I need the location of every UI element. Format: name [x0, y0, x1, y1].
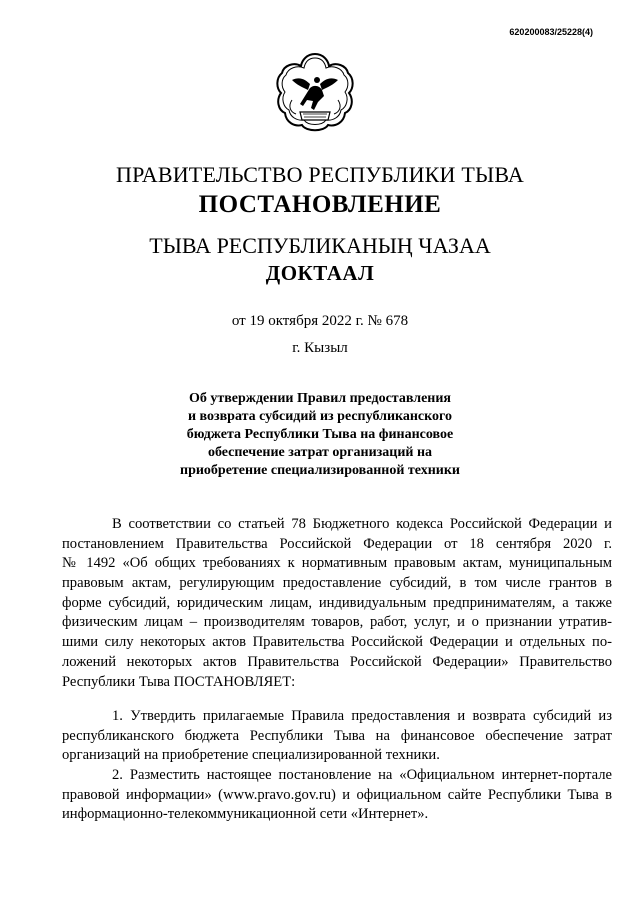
text-line: физическим лицам – производителям товаров, работ, услуг, и о признании утратив-: [62, 614, 612, 631]
text-line: 1. Утвердить прилагаемые Правила предоставления и возврата субсидий из: [112, 708, 612, 724]
government-title-ru: ПРАВИТЕЛЬСТВО РЕСПУБЛИКИ ТЫВА: [116, 162, 524, 187]
preamble-paragraph: [62, 515, 612, 692]
text-line: шими силу некоторых актов Правительства Российской Федерации и отдельных по-: [62, 634, 612, 651]
decree-title-tv: ДОКТААЛ: [265, 261, 375, 285]
document-number: 620200083/25228(4): [509, 27, 593, 37]
tuva-coat-of-arms-icon: [270, 50, 360, 145]
title-line: и возврата субсидий из республиканского: [187, 409, 453, 424]
decree-item-2: [62, 766, 612, 825]
government-title-tv: ТЫВА РЕСПУБЛИКАНЫҢ ЧАЗАА: [149, 233, 491, 258]
title-line: бюджета Республики Тыва на финансовое: [186, 427, 454, 442]
decree-title-ru: ПОСТАНОВЛЕНИЕ: [198, 191, 442, 218]
text-line: информационно-телекоммуникационной сети «Интернет».: [62, 806, 429, 823]
text-line: Республики Тыва ПОСТАНОВЛЯЕТ:: [62, 673, 296, 690]
title-line: Об утверждении Правил предоставления: [188, 391, 451, 406]
document-title: [160, 390, 480, 480]
text-line: ложений некоторых актов Правительства Российской Федерации» Правительство: [62, 653, 612, 670]
text-line: № 1492 «Об общих требованиях к нормативным правовым актам, муниципальным: [62, 555, 612, 572]
text-line: В соответствии со статьей 78 Бюджетного кодекса Российской Федерации и: [112, 516, 612, 532]
decree-city: г. Кызыл: [292, 340, 348, 356]
text-line: правовым актам, регулирующим предоставление субсидий, в том числе грантов в: [62, 575, 612, 592]
text-line: постановлением Правительства Российской Федерации от 18 сентября 2020 г.: [62, 535, 612, 552]
text-line: форме субсидий, юридическим лицам, индивидуальным предпринимателям, а также: [62, 594, 612, 611]
text-line: 2. Разместить настоящее постановление на «Официальном интернет-портале: [112, 767, 612, 784]
text-line: организаций на приобретение специализированной техники.: [62, 747, 440, 764]
text-line: республиканского бюджета Республики Тыва на финансовое обеспечение затрат: [62, 727, 612, 744]
text-line: правовой информации» (www.pravo.gov.ru) и официальном сайте Республики Тыва в: [62, 786, 612, 803]
decree-item-1: [62, 707, 612, 766]
title-line: приобретение специализированной техники: [180, 463, 460, 478]
title-line: обеспечение затрат организаций на: [207, 445, 433, 460]
decree-date: от 19 октября 2022 г. № 678: [231, 313, 409, 329]
decree-items: [62, 707, 612, 825]
